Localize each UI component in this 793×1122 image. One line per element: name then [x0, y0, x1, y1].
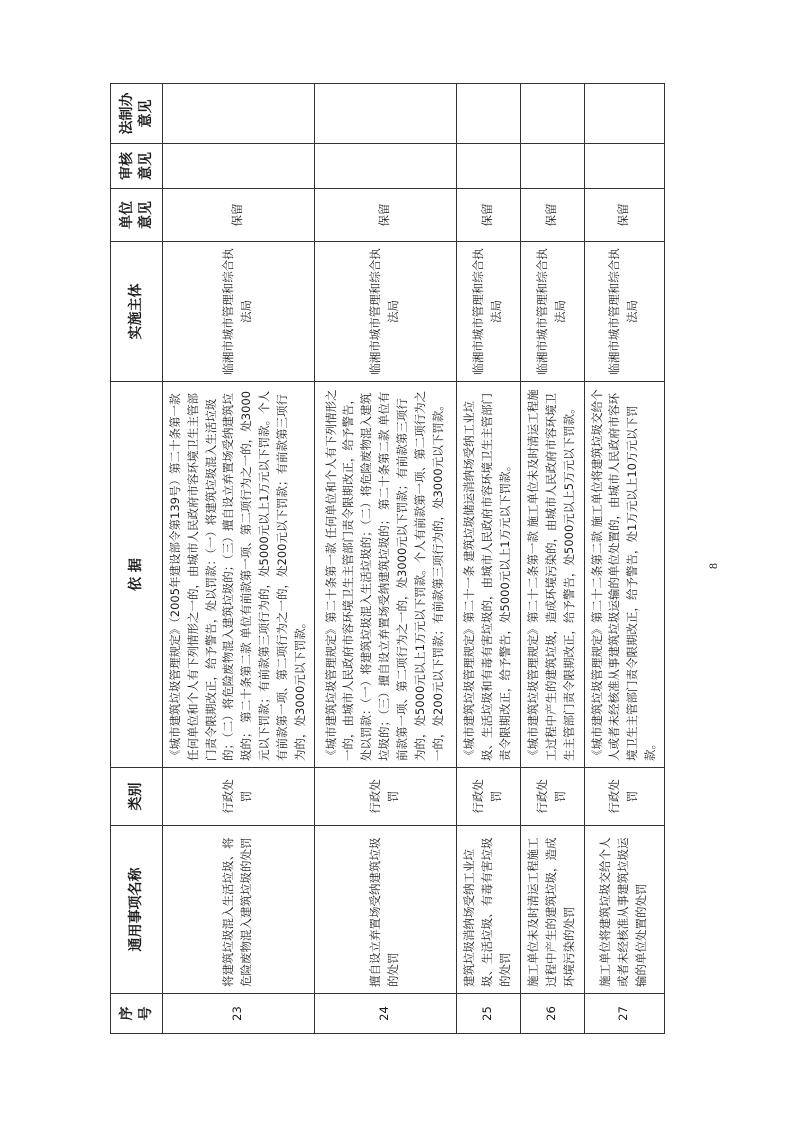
row-name: 施工单位将建筑垃圾交给个人或者未经核准从事建筑垃圾运输的单位处置的处罚 — [584, 826, 664, 994]
row-name: 施工单位未及时清运工程施工过程中产生的建筑垃圾，造成环境污染的处罚 — [520, 826, 584, 994]
row-subject: 临湘市城市管理和综合执法局 — [314, 242, 456, 382]
header-unit-opinion: 单位意见 — [111, 189, 163, 242]
row-unit-opinion: 保留 — [584, 189, 664, 242]
header-subject: 实施主体 — [111, 242, 163, 382]
row-review-opinion — [314, 144, 456, 189]
row-review-opinion — [163, 144, 315, 189]
row-seq: 27 — [584, 994, 664, 1034]
row-category: 行政处罚 — [584, 768, 664, 826]
row-subject: 临湘市城市管理和综合执法局 — [520, 242, 584, 382]
row-legal-opinion — [314, 84, 456, 144]
row-legal-opinion — [163, 84, 315, 144]
row-subject: 临湘市城市管理和综合执法局 — [584, 242, 664, 382]
row-basis: 《城市建筑垃圾管理规定》（2005年建设部令第139号）第二十条第一款 任何单位和个人有下列情形之一的，由城市人民政府市容环境卫生主管部门责令限期改正，给予警告，处以罚款：（一）将建筑垃圾混入生活垃圾的；（二）将危险废物混入建筑垃圾的；（三）擅自设立弃置场受纳建筑垃圾的； 第二十条第二款 单位有前款第一项、第二项行为之一的，处3000元以下罚款；有前款第三项行为的，处5000元以上1万元以下罚款。个人有前款第一项、第二项行为之一的，处200元以下罚款；有前款第三项行为的，处3000元以下罚款。 — [163, 382, 315, 768]
row-basis: 《城市建筑垃圾管理规定》第二十一条 建筑垃圾储运消纳场受纳工业垃圾、生活垃圾和有毒有害垃圾的，由城市人民政府市容环境卫生主管部门责令限期改正，给予警告，处5000元以上1万元以下罚款。 — [456, 382, 520, 768]
table-row — [163, 84, 315, 1034]
row-name: 擅自设立弃置场受纳建筑垃圾的处罚 — [314, 826, 456, 994]
header-name: 通用事项名称 — [111, 826, 163, 994]
row-category: 行政处罚 — [314, 768, 456, 826]
row-seq: 25 — [456, 994, 520, 1034]
row-legal-opinion — [584, 84, 664, 144]
row-unit-opinion: 保留 — [314, 189, 456, 242]
table-row — [456, 84, 520, 1034]
table-row — [584, 84, 664, 1034]
row-category: 行政处罚 — [456, 768, 520, 826]
row-seq: 24 — [314, 994, 456, 1034]
table-row — [314, 84, 456, 1034]
header-review-opinion: 审核意见 — [111, 144, 163, 189]
row-unit-opinion: 保留 — [163, 189, 315, 242]
row-name: 将建筑垃圾混入生活垃圾、将危险废物混入建筑垃圾的处罚 — [163, 826, 315, 994]
row-subject: 临湘市城市管理和综合执法局 — [163, 242, 315, 382]
header-category: 类别 — [111, 768, 163, 826]
row-review-opinion — [584, 144, 664, 189]
header-row — [111, 84, 163, 1034]
row-basis: 《城市建筑垃圾管理规定》第二十二条第二款 施工单位将建筑垃圾交给个人或者未经核准从事建筑垃圾运输的单位处置的，由城市人民政府市容环境卫生主管部门责令限期改正，给予警告，处1万元以上10万元以下罚款。 — [584, 382, 664, 768]
row-name: 建筑垃圾消纳场受纳工业垃圾、生活垃圾、有毒有害垃圾的处罚 — [456, 826, 520, 994]
row-seq: 26 — [520, 994, 584, 1034]
row-category: 行政处罚 — [163, 768, 315, 826]
header-basis: 依 据 — [111, 382, 163, 768]
row-seq: 23 — [163, 994, 315, 1034]
table-row — [520, 84, 584, 1034]
permissions-table — [110, 83, 665, 1034]
row-basis: 《城市建筑垃圾管理规定》第二十条第一款 任何单位和个人有下列情形之一的，由城市人民政府市容环境卫生主管部门责令限期改正，给予警告，处以罚款：（一）将建筑垃圾混入生活垃圾的；（二）将危险废物混入建筑垃圾的；（三）擅自设立弃置场受纳建筑垃圾的； 第二十条第二款 单位有前款第一项、第二项行为之一的，处3000元以下罚款；有前款第三项行为的，处5000元以上1万元以下罚款。个人有前款第一项、第二项行为之一的，处200元以下罚款；有前款第三项行为的，处3000元以下罚款。 — [314, 382, 456, 768]
row-category: 行政处罚 — [520, 768, 584, 826]
row-basis: 《城市建筑垃圾管理规定》第二十二条第一款 施工单位未及时清运工程施工过程中产生的建筑垃圾，造成环境污染的，由城市人民政府市容环境卫生主管部门责令限期改正，给予警告，处5000元以上5万元以下罚款。 — [520, 382, 584, 768]
row-legal-opinion — [520, 84, 584, 144]
header-legal-opinion: 法制办意见 — [111, 84, 163, 144]
row-unit-opinion: 保留 — [456, 189, 520, 242]
row-subject: 临湘市城市管理和综合执法局 — [456, 242, 520, 382]
row-legal-opinion — [456, 84, 520, 144]
page-number: 8 — [706, 563, 720, 569]
row-unit-opinion: 保留 — [520, 189, 584, 242]
header-seq: 序号 — [111, 994, 163, 1034]
row-review-opinion — [520, 144, 584, 189]
row-review-opinion — [456, 144, 520, 189]
